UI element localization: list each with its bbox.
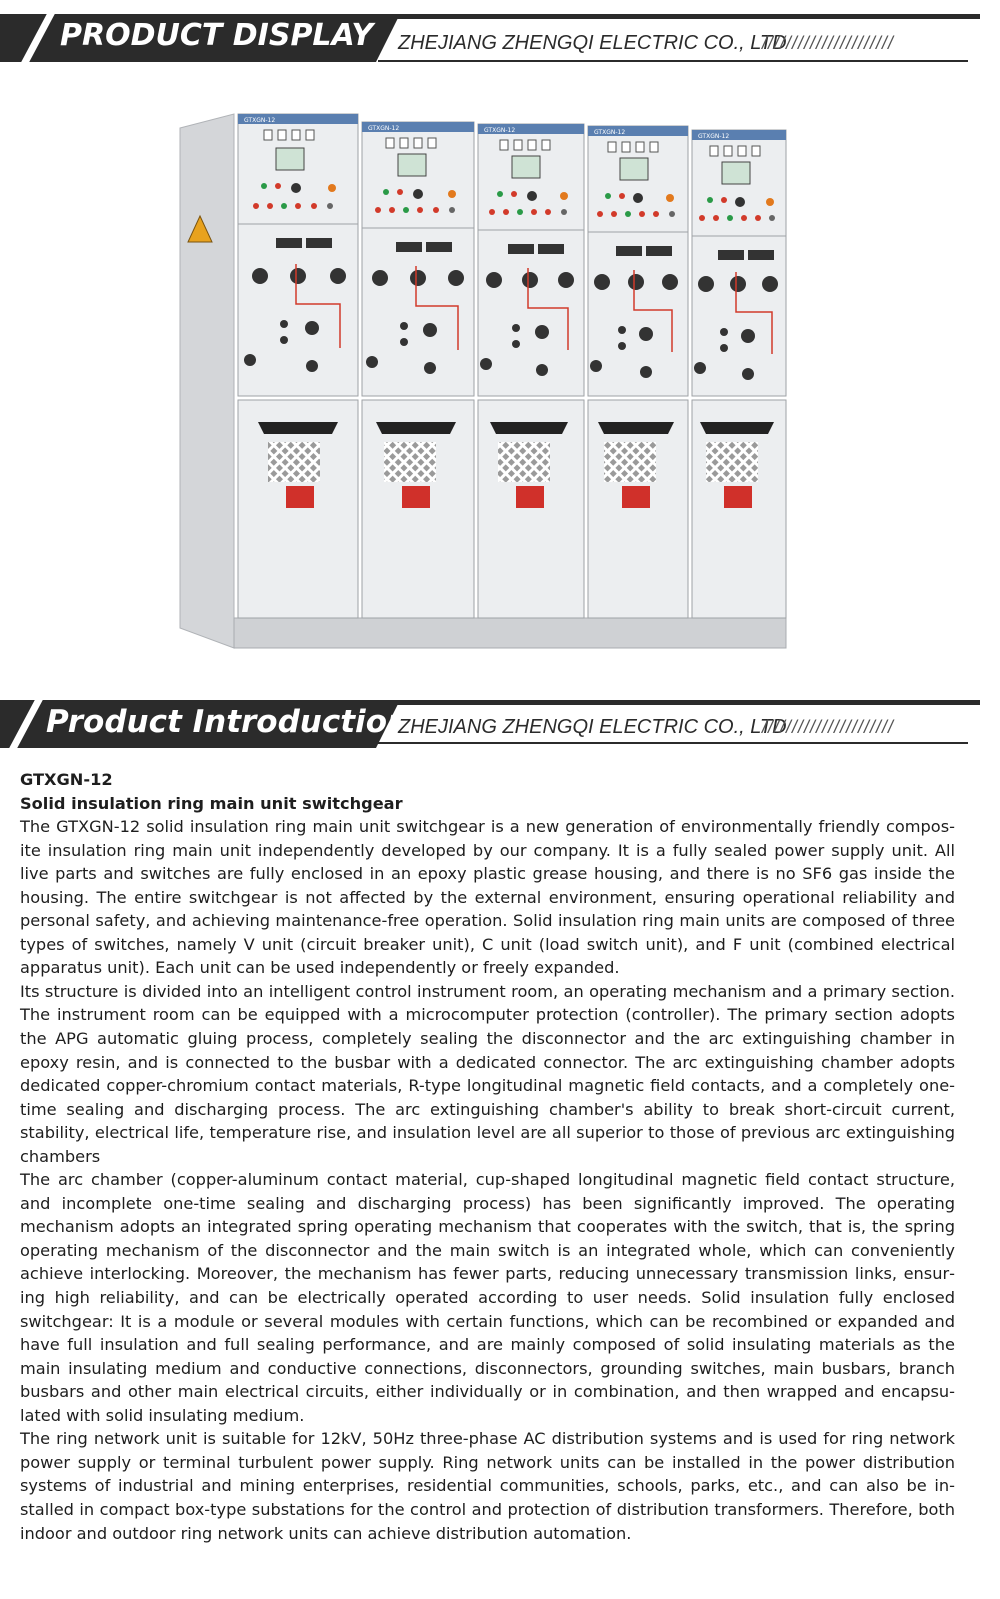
- description-paragraph: The arc chamber (copper-aluminum contact material, cup-shaped longitudinal magnetic field contact structure, and incomplete one-time sealing and discharging process) has been significantly improved. The operating mechanism adopts an integrated spring operating mechanism that cooperates with the switch, that is, the spring operating mechanism of the disconnector and the main switch is an integrated whole, which can conveniently achieve interlocking. Moreover, the mechanism has fewer parts, reducing unnecessary transmission links, ensuring high reliability, and can be electrically operated according to user needs. Solid insulation fully enclosed switchgear: It is a module or several modules with certain functions, which can be recombined or expanded and have full insulation and full sealing performance, and are mainly composed of solid insulating materials as the main insulating medium and conductive connections, disconnectors, grounding switches, main busbars, branch busbars and other main electrical circuits, either individually or in combination, and then wrapped and encapsulated with solid insulating medium.: [20, 1170, 955, 1425]
- product-description: [20, 768, 955, 1545]
- banner-bottom-line: [378, 742, 968, 744]
- cabinet-base: [234, 618, 786, 648]
- product-model: GTXGN-12: [20, 770, 113, 789]
- panel-label: GTXGN-12: [368, 125, 400, 132]
- panel-4: [588, 126, 688, 618]
- decorative-slashes: //////////////////////: [762, 33, 895, 53]
- description-paragraph: The GTXGN-12 solid insulation ring main unit switchgear is a new generation of environmentally friendly composite insulation ring main unit independently developed by our company. It is a fully sealed power supply unit. All live parts and switches are fully enclosed in an epoxy plastic grease housing, and there is no SF6 gas inside the housing. The entire switchgear is not affected by the external environment, ensuring operational reliability and personal safety, and achieving maintenance-free operation. Solid insulation ring main units are composed of three types of switches, namely V unit (circuit breaker unit), C unit (load switch unit), and F unit (combined electrical apparatus unit). Each unit can be used independently or freely expanded.: [20, 817, 955, 978]
- panel-1: [238, 114, 358, 618]
- cabinet-side-panel: [180, 114, 234, 648]
- banner-top-line: [380, 700, 980, 705]
- company-name: ZHEJIANG ZHENGQI ELECTRIC CO., LTD: [398, 32, 787, 54]
- product-introduction-title: Product Introduction: [46, 704, 410, 740]
- product-introduction-banner: [0, 700, 1000, 770]
- product-display-title: PRODUCT DISPLAY: [60, 18, 374, 53]
- product-image: [172, 108, 794, 656]
- product-display-banner: [0, 14, 1000, 84]
- panel-3: [478, 124, 584, 618]
- description-paragraph: The ring network unit is suitable for 12kV, 50Hz three-phase AC distribution systems and is used for ring network power supply or terminal turbulent power supply. Ring network units can be installed in the power distribution systems of industrial and mining enterprises, residential communities, schools, parks, etc., and can also be installed in compact box-type substations for the control and protection of distribution transformers. Therefore, both indoor and outdoor ring network units can achieve distribution automation.: [20, 1429, 955, 1543]
- banner-top-line: [380, 14, 980, 19]
- product-subtitle: Solid insulation ring main unit switchgear: [20, 793, 403, 813]
- panel-2: [362, 122, 474, 618]
- description-paragraph: Its structure is divided into an intelligent control instrument room, an operating mechanism and a primary section. The instrument room can be equipped with a microcomputer protection (controller). The primary section adopts the APG automatic gluing process, completely sealing the disconnector and the arc extinguishing chamber in epoxy resin, and is connected to the busbar with a dedicated connector. The arc extinguishing chamber adopts dedicated copper-chromium contact materials, R-type longitudinal magnetic field contacts, and a completely one-time sealing and discharging process. The arc extinguishing chamber's ability to break short-circuit current, stability, electrical life, temperature rise, and insulation level are all superior to those of previous arc extinguishing chambers: [20, 981, 955, 1166]
- decorative-slashes: //////////////////////: [762, 717, 895, 737]
- banner-bottom-line: [378, 60, 968, 62]
- panel-label: GTXGN-12: [244, 117, 276, 124]
- panel-label: GTXGN-12: [698, 133, 730, 140]
- panel-label: GTXGN-12: [484, 127, 516, 134]
- panel-5: [692, 130, 786, 618]
- panel-label: GTXGN-12: [594, 129, 626, 136]
- company-name: ZHEJIANG ZHENGQI ELECTRIC CO., LTD: [398, 716, 787, 738]
